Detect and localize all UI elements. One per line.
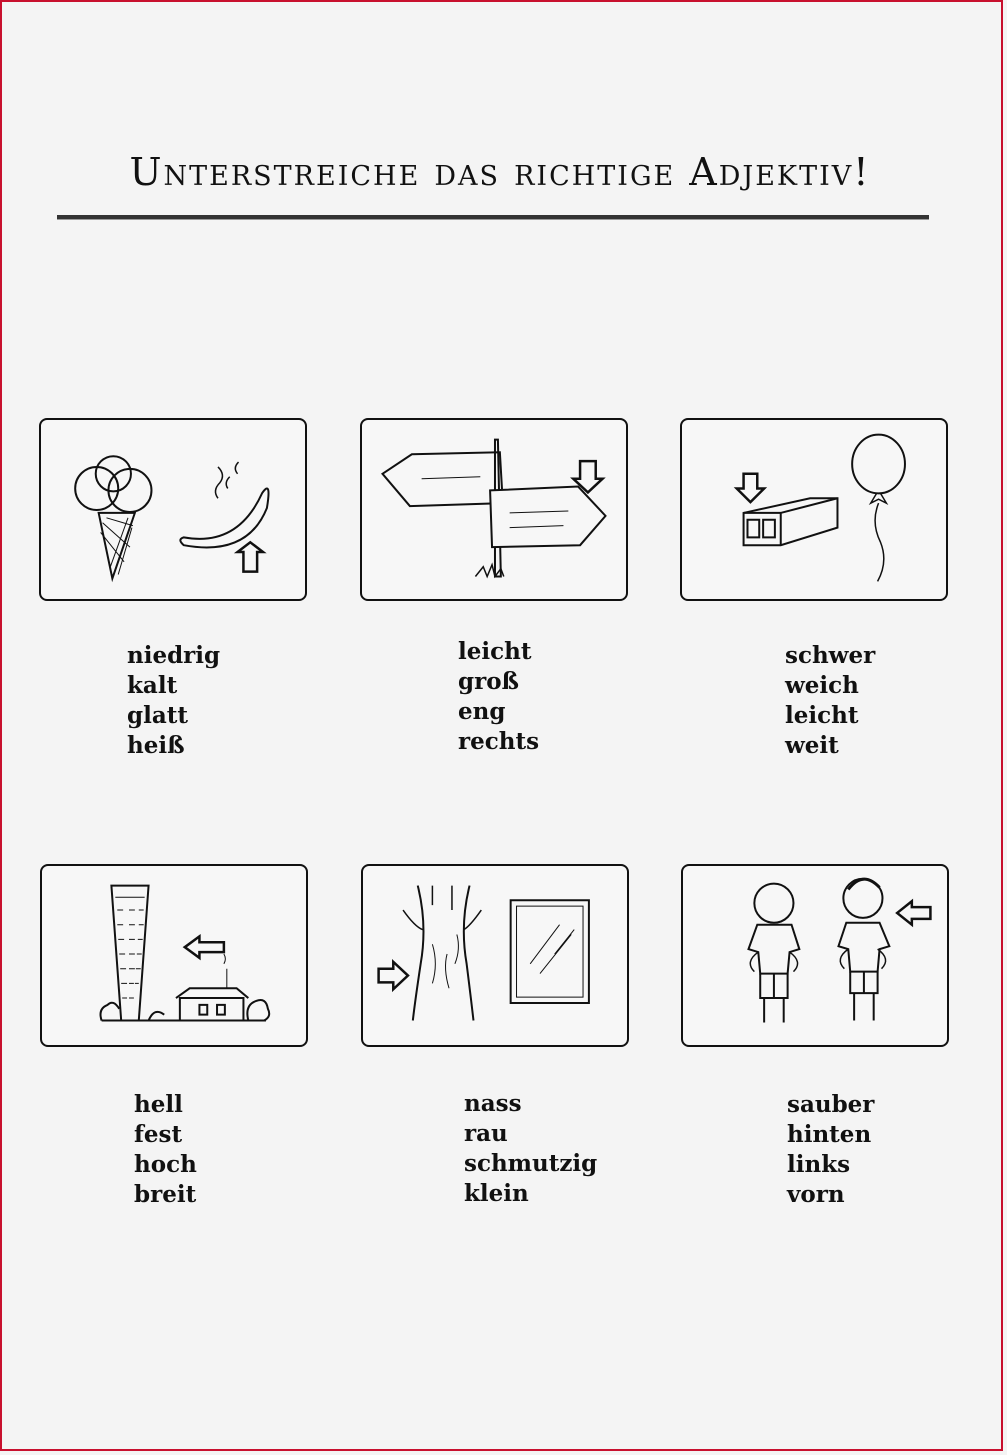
word-option[interactable]: eng (458, 698, 506, 725)
word-option[interactable]: leicht (458, 638, 532, 665)
word-option[interactable]: kalt (127, 672, 178, 699)
word-option[interactable]: nass (464, 1090, 522, 1117)
word-option[interactable]: breit (134, 1181, 197, 1208)
word-option[interactable]: groß (458, 668, 520, 695)
word-option[interactable]: glatt (127, 702, 188, 729)
word-option[interactable]: schmutzig (464, 1150, 598, 1177)
word-option[interactable]: weich (785, 672, 859, 699)
word-option[interactable]: hoch (134, 1151, 197, 1178)
ice-cream-sausage-illustration (41, 420, 305, 599)
picture-card-5 (361, 864, 629, 1047)
title-underline (57, 215, 929, 220)
tower-house-illustration (42, 866, 306, 1045)
picture-card-6 (681, 864, 949, 1047)
worksheet-title: Unterstreiche das richtige Adjektiv! (129, 150, 871, 194)
two-boys-illustration (683, 866, 947, 1045)
word-option[interactable]: fest (134, 1121, 183, 1148)
word-option[interactable]: schwer (785, 642, 876, 669)
tree-window-illustration (363, 866, 627, 1045)
word-option[interactable]: leicht (785, 702, 859, 729)
word-option[interactable]: vorn (787, 1181, 845, 1208)
word-list-1 (127, 641, 220, 761)
word-option[interactable]: heiß (127, 732, 185, 759)
word-option[interactable]: klein (464, 1180, 529, 1207)
word-option[interactable]: rechts (458, 728, 540, 755)
word-option[interactable]: weit (785, 732, 839, 759)
picture-card-2 (360, 418, 628, 601)
picture-card-1 (39, 418, 307, 601)
word-list-5 (464, 1089, 597, 1209)
word-option[interactable]: sauber (787, 1091, 875, 1118)
word-list-6 (787, 1090, 874, 1210)
picture-card-3 (680, 418, 948, 601)
word-option[interactable]: niedrig (127, 642, 221, 669)
word-option[interactable]: hell (134, 1091, 183, 1118)
brick-balloon-illustration (682, 420, 946, 599)
word-option[interactable]: links (787, 1151, 851, 1178)
word-list-3 (785, 641, 875, 761)
word-list-4 (134, 1090, 197, 1210)
signposts-illustration (362, 420, 626, 599)
picture-card-4 (40, 864, 308, 1047)
word-list-2 (458, 637, 539, 757)
word-option[interactable]: hinten (787, 1121, 872, 1148)
word-option[interactable]: rau (464, 1120, 508, 1147)
